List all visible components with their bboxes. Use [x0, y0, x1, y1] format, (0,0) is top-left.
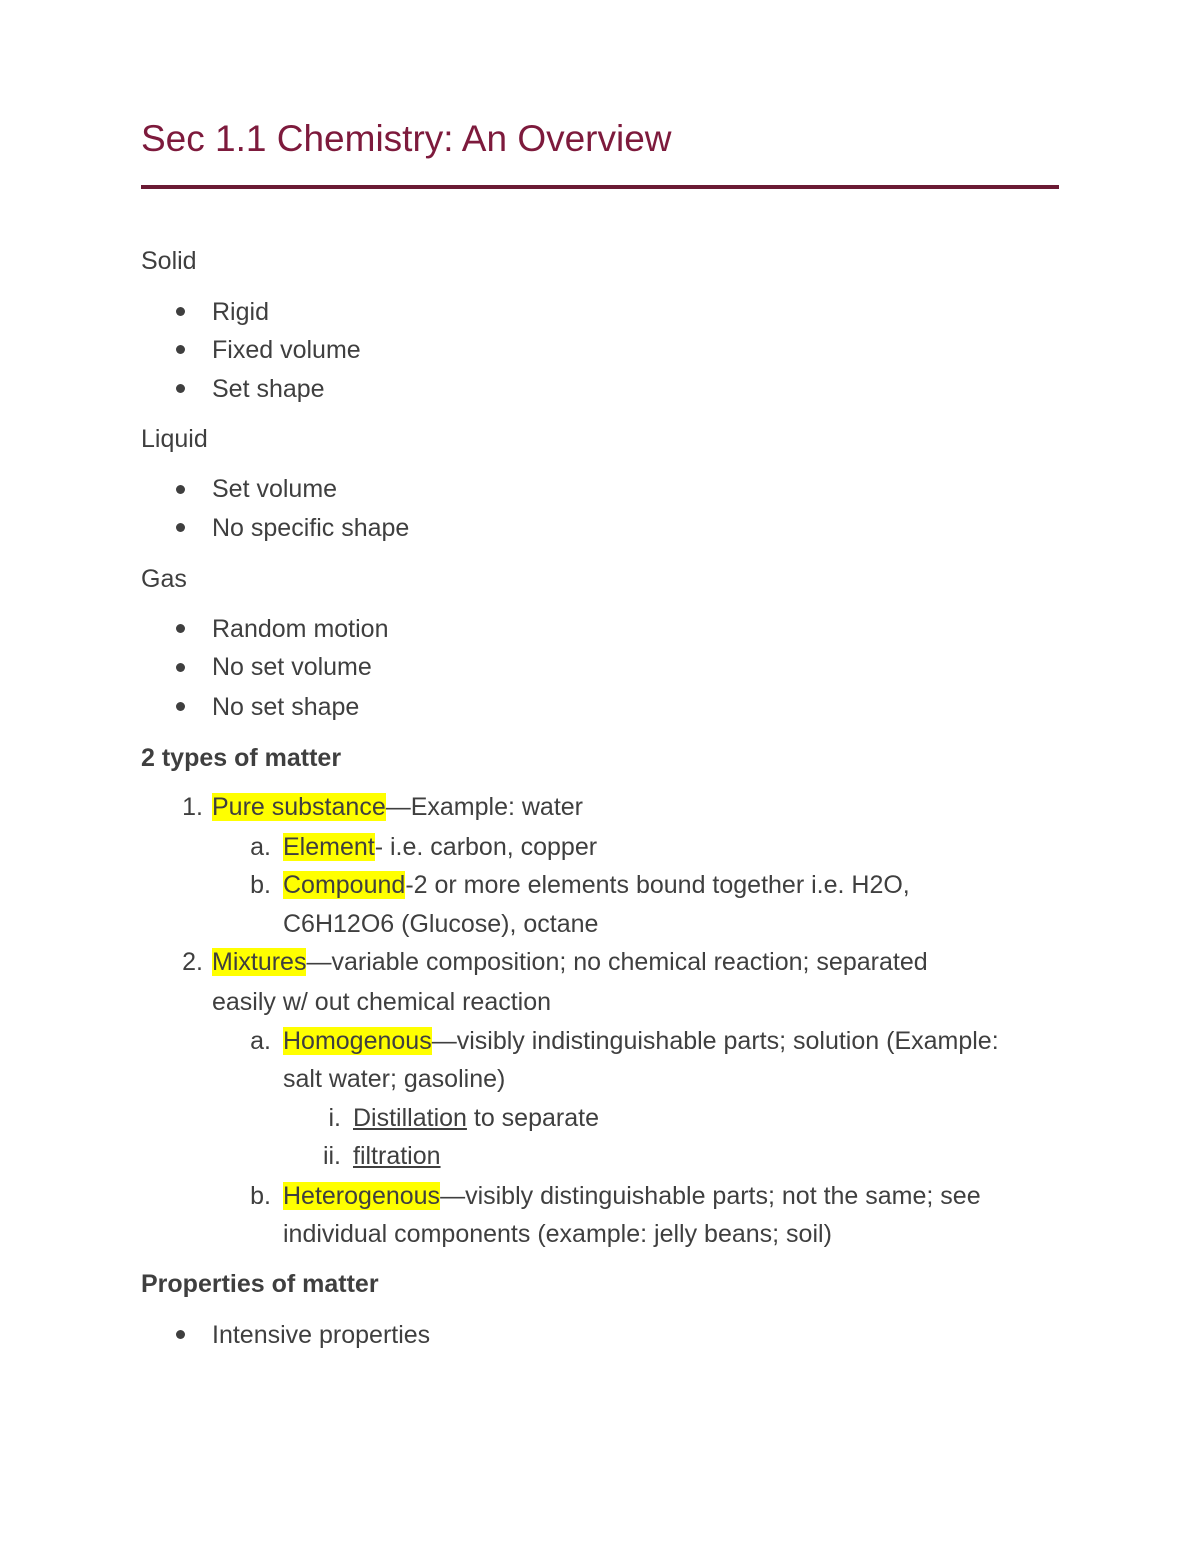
list-marker: b.: [250, 871, 271, 899]
list-marker: 2.: [182, 948, 203, 976]
item-description: —Example: water: [385, 793, 584, 821]
gas-heading: Gas: [141, 565, 187, 593]
solid-item-fixed-volume: Fixed volume: [212, 336, 361, 364]
list-item-element: [283, 831, 597, 863]
highlighted-term: Compound: [283, 871, 406, 899]
bullet-icon: [176, 485, 185, 494]
types-of-matter-heading: 2 types of matter: [141, 744, 342, 772]
list-item-pure-substance: [212, 791, 583, 823]
bullet-icon: [176, 307, 185, 316]
list-item-heterogenous: [283, 1180, 981, 1212]
item-description: -2 or more elements bound together i.e. H2O,: [405, 871, 910, 899]
list-item-mixtures: [212, 946, 928, 978]
liquid-item-no-specific-shape: No specific shape: [212, 514, 410, 542]
bullet-icon: [176, 523, 185, 532]
bullet-icon: [176, 384, 185, 393]
bullet-icon: [176, 702, 185, 711]
item-description: —variable composition; no chemical reaction; separated: [306, 948, 928, 976]
list-marker: a.: [250, 833, 271, 861]
item-continuation: easily w/ out chemical reaction: [212, 988, 552, 1016]
bullet-icon: [176, 663, 185, 672]
page-title: Sec 1.1 Chemistry: An Overview: [141, 118, 672, 159]
item-description: to separate: [466, 1104, 599, 1132]
gas-item-no-set-volume: No set volume: [212, 653, 372, 681]
list-marker: a.: [250, 1027, 271, 1055]
liquid-item-set-volume: Set volume: [212, 475, 338, 503]
item-description: —visibly indistinguishable parts; solution (Example:: [431, 1027, 999, 1055]
list-item-filtration: [353, 1140, 441, 1172]
properties-heading: Properties of matter: [141, 1270, 379, 1298]
liquid-heading: Liquid: [141, 425, 208, 453]
highlighted-term: Element: [283, 833, 375, 861]
list-marker: ii.: [322, 1142, 341, 1170]
underlined-term: filtration: [353, 1142, 441, 1170]
solid-item-set-shape: Set shape: [212, 375, 325, 403]
list-marker: 1.: [182, 793, 203, 821]
highlighted-term: Homogenous: [283, 1027, 432, 1055]
title-divider: [141, 185, 1059, 189]
item-description: —visibly distinguishable parts; not the same; see: [440, 1182, 981, 1210]
bullet-icon: [176, 345, 185, 354]
solid-item-rigid: Rigid: [212, 298, 269, 326]
highlighted-term: Heterogenous: [283, 1182, 441, 1210]
item-continuation: salt water; gasoline): [283, 1065, 506, 1093]
list-marker: b.: [250, 1182, 271, 1210]
list-item-compound: [283, 869, 910, 901]
underlined-term: Distillation: [353, 1104, 467, 1132]
highlighted-term: Pure substance: [212, 793, 386, 821]
list-marker: i.: [328, 1104, 341, 1132]
gas-item-no-set-shape: No set shape: [212, 693, 360, 721]
highlighted-term: Mixtures: [212, 948, 307, 976]
bullet-icon: [176, 1330, 185, 1339]
item-continuation: C6H12O6 (Glucose), octane: [283, 910, 599, 938]
item-continuation: individual components (example: jelly beans; soil): [283, 1220, 832, 1248]
gas-item-random-motion: Random motion: [212, 615, 389, 643]
bullet-icon: [176, 624, 185, 633]
properties-item-intensive: Intensive properties: [212, 1321, 431, 1349]
solid-heading: Solid: [141, 247, 197, 275]
list-item-distillation: [353, 1102, 599, 1134]
list-item-homogenous: [283, 1025, 999, 1057]
item-description: - i.e. carbon, copper: [374, 833, 598, 861]
